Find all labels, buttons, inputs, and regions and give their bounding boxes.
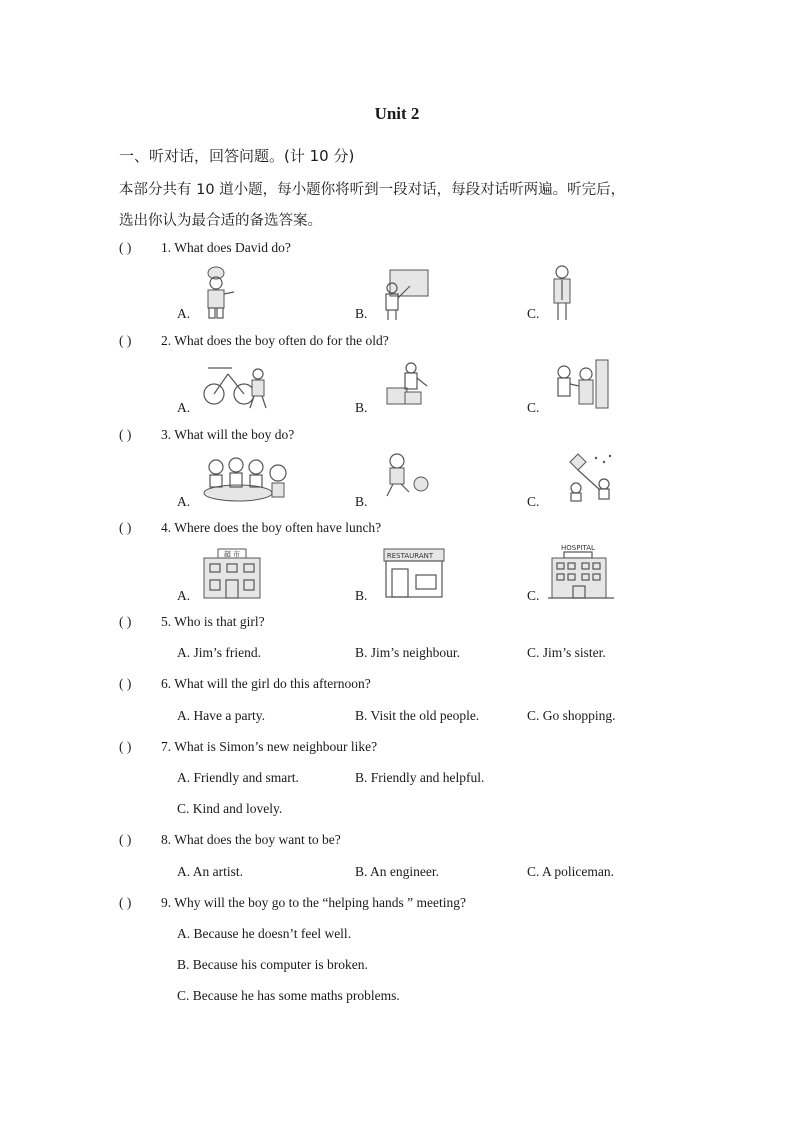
option-9b[interactable]: B. Because his computer is broken. <box>177 957 368 972</box>
option-9c[interactable]: C. Because he has some maths problems. <box>177 988 400 1003</box>
option-9a[interactable]: A. Because he doesn’t feel well. <box>177 926 352 941</box>
question-3 <box>119 427 294 443</box>
option-8a[interactable]: A. An artist. <box>177 864 243 879</box>
restaurant-sign: RESTAURANT <box>386 552 434 560</box>
answer-blank[interactable]: ( ) <box>119 614 132 629</box>
answer-blank[interactable]: ( ) <box>119 895 132 910</box>
question-6 <box>119 676 371 692</box>
question-stem: 1. What does David do? <box>161 240 291 255</box>
question-2 <box>119 333 389 349</box>
question-8 <box>119 832 341 848</box>
instructions-line-1: 本部分共有 10 道小题，每小题你将听到一段对话，每段对话听两遍。听完后， <box>119 182 626 198</box>
option-6a[interactable]: A. Have a party. <box>177 708 265 723</box>
teacher-board-icon <box>380 268 430 320</box>
answer-blank[interactable]: ( ) <box>119 333 132 348</box>
section-instructions <box>119 175 679 237</box>
option-3b[interactable]: B. <box>355 494 368 509</box>
option-8c[interactable]: C. A policeman. <box>527 864 614 879</box>
option-2a[interactable]: A. <box>177 400 191 415</box>
hospital-sign: HOSPITAL <box>561 544 595 552</box>
option-3c[interactable]: C. <box>527 494 540 509</box>
option-7c[interactable]: C. Kind and lovely. <box>177 801 283 816</box>
question-stem: 5. Who is that girl? <box>161 614 265 629</box>
answer-blank[interactable]: ( ) <box>119 240 132 255</box>
option-1c[interactable]: C. <box>527 306 540 321</box>
option-4a[interactable]: A. <box>177 588 191 603</box>
option-5a[interactable]: A. Jim’s friend. <box>177 645 261 660</box>
option-4b[interactable]: B. <box>355 588 368 603</box>
football-icon <box>383 452 433 500</box>
answer-blank[interactable]: ( ) <box>119 427 132 442</box>
option-6c[interactable]: C. Go shopping. <box>527 708 616 723</box>
visit-old-man-icon <box>552 358 610 410</box>
hospital-building-icon <box>548 542 616 600</box>
option-7a[interactable]: A. Friendly and smart. <box>177 770 299 785</box>
question-5 <box>119 614 265 630</box>
supermarket-building-icon <box>200 548 264 600</box>
question-4 <box>119 520 381 536</box>
cleaning-boxes-icon <box>383 360 431 410</box>
doctor-icon <box>548 264 578 322</box>
answer-blank[interactable]: ( ) <box>119 832 132 847</box>
option-4c[interactable]: C. <box>527 588 540 603</box>
option-3a[interactable]: A. <box>177 494 191 509</box>
page-title: Unit 2 <box>374 104 420 123</box>
answer-blank[interactable]: ( ) <box>119 520 132 535</box>
option-1b[interactable]: B. <box>355 306 368 321</box>
restaurant-building-icon <box>382 547 446 599</box>
instructions-line-2: 选出你认为最合适的备选答案。 <box>119 213 322 229</box>
answer-blank[interactable]: ( ) <box>119 676 132 691</box>
supermarket-sign: 超 市 <box>223 550 241 559</box>
option-2b[interactable]: B. <box>355 400 368 415</box>
fly-kite-icon <box>556 450 618 504</box>
option-1a[interactable]: A. <box>177 306 191 321</box>
question-7 <box>119 739 377 755</box>
question-stem: 4. Where does the boy often have lunch? <box>161 520 382 535</box>
option-8b[interactable]: B. An engineer. <box>355 864 439 879</box>
answer-blank[interactable]: ( ) <box>119 739 132 754</box>
section-heading: 一、听对话，回答问题。(计 10 分) <box>119 147 355 165</box>
question-stem: 9. Why will the boy go to the “helping hands ” meeting? <box>161 895 466 910</box>
option-5c[interactable]: C. Jim’s sister. <box>527 645 606 660</box>
question-1 <box>119 240 291 256</box>
chef-icon <box>198 266 238 320</box>
question-stem: 7. What is Simon’s new neighbour like? <box>161 739 378 754</box>
option-7b[interactable]: B. Friendly and helpful. <box>355 770 485 785</box>
reading-children-icon <box>200 455 292 503</box>
option-6b[interactable]: B. Visit the old people. <box>355 708 480 723</box>
question-9 <box>119 895 466 911</box>
question-stem: 2. What does the boy often do for the old? <box>161 333 389 348</box>
option-2c[interactable]: C. <box>527 400 540 415</box>
question-stem: 6. What will the girl do this afternoon? <box>161 676 371 691</box>
question-stem: 8. What does the boy want to be? <box>161 832 341 847</box>
option-5b[interactable]: B. Jim’s neighbour. <box>355 645 461 660</box>
fix-bicycle-icon <box>202 360 270 412</box>
question-stem: 3. What will the boy do? <box>161 427 295 442</box>
